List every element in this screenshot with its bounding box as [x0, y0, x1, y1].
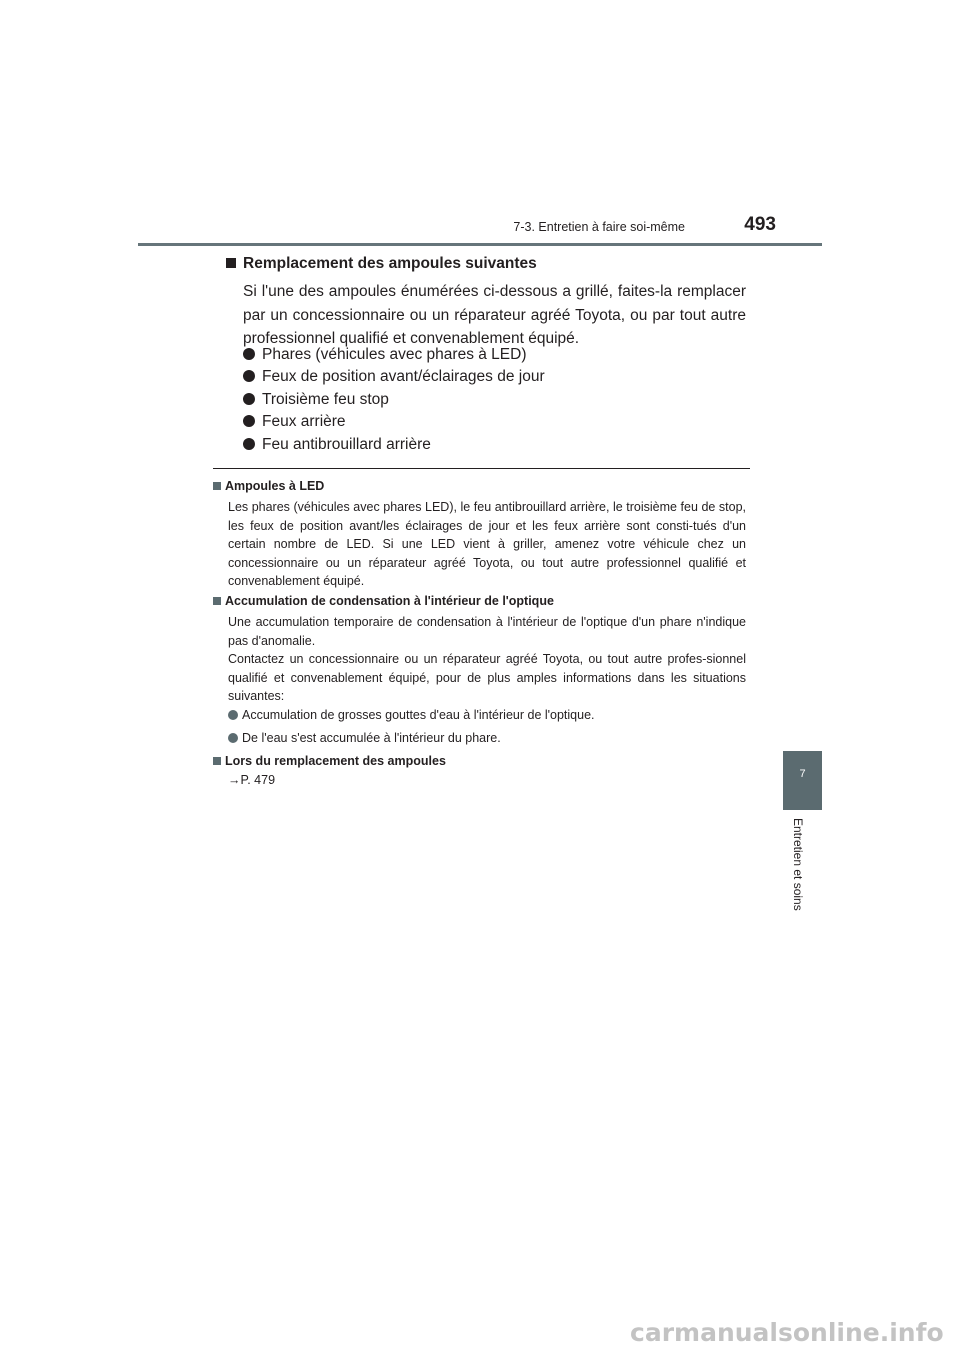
note-heading-replacement — [213, 754, 747, 768]
note-heading-text: Accumulation de condensation à l'intérieur de l'optique — [225, 594, 554, 608]
bullet-icon — [228, 733, 238, 743]
list-item — [243, 411, 748, 433]
square-bullet-icon — [213, 482, 221, 490]
watermark: carmanualsonline.info — [630, 1318, 944, 1347]
page-number: 493 — [744, 214, 776, 235]
chapter-title: Entretien et soins — [791, 818, 805, 911]
list-item — [243, 366, 748, 388]
list-item — [243, 434, 748, 456]
header-divider — [138, 243, 822, 246]
section-paragraph: Si l'une des ampoules énumérées ci-dessous a grillé, faites-la remplacer par un concessionnaire ou un réparateur agréé Toyota, ou par tout autre professionnel qualifié et convenablement équipé. — [243, 283, 746, 347]
square-bullet-icon — [213, 757, 221, 765]
list-item — [243, 344, 748, 366]
square-bullet-icon — [213, 597, 221, 605]
bullet-icon — [243, 415, 255, 427]
note-heading-text: Ampoules à LED — [225, 479, 325, 493]
list-item-text: Feu antibrouillard arrière — [262, 435, 431, 453]
chapter-tab — [783, 751, 822, 810]
list-item — [243, 389, 748, 411]
list-item-text: Phares (véhicules avec phares à LED) — [262, 346, 527, 363]
header-section-title: 7-3. Entretien à faire soi-même — [513, 220, 685, 234]
note-heading-led — [213, 479, 747, 493]
bulb-list — [243, 344, 748, 456]
note-bullet — [228, 708, 746, 722]
list-item-text: Feux de position avant/éclairages de jour — [262, 368, 545, 386]
list-item-text: Feux arrière — [262, 413, 346, 431]
note-text-led: Les phares (véhicules avec phares LED), le feu antibrouillard arrière, le troisième feu de stop, les feux de position avant/les éclairages de jour et les feux arrière sont consti-tués d'un certain nombre de LED. Si une LED vient à griller, amenez votre véhicule chez un concessionnaire ou un réparateur agréé Toyota, ou tout autre professionnel qualifié et convenablement équipé. — [228, 500, 746, 589]
chapter-number: 7 — [799, 768, 806, 780]
notes-divider — [213, 468, 750, 469]
note-heading-text: Lors du remplacement des ampoules — [225, 754, 446, 768]
bullet-icon — [243, 370, 255, 382]
note-bullet-text: Accumulation de grosses gouttes d'eau à l'intérieur de l'optique. — [242, 708, 595, 722]
bullet-icon — [243, 348, 255, 360]
bullet-icon — [243, 393, 255, 405]
note-text-condensation-2: Contactez un concessionnaire ou un réparateur agréé Toyota, ou tout autre profes-sionnel qualifié et convenablement équipé, pour de plus amples informations dans les situations suivantes: — [228, 652, 746, 704]
note-bullet — [228, 731, 746, 745]
section-heading — [226, 255, 756, 273]
bullet-icon — [243, 438, 255, 450]
note-text-condensation-1: Une accumulation temporaire de condensation à l'intérieur de l'optique d'un phare n'indique pas d'anomalie. — [228, 615, 746, 648]
section-heading-text: Remplacement des ampoules suivantes — [243, 255, 537, 272]
note-bullet-text: De l'eau s'est accumulée à l'intérieur du phare. — [242, 731, 501, 745]
square-bullet-icon — [226, 258, 236, 268]
list-item-text: Troisième feu stop — [262, 390, 389, 408]
page-reference-link[interactable]: →P. 479 — [228, 773, 276, 787]
note-heading-condensation — [213, 594, 747, 608]
bullet-icon — [228, 710, 238, 720]
